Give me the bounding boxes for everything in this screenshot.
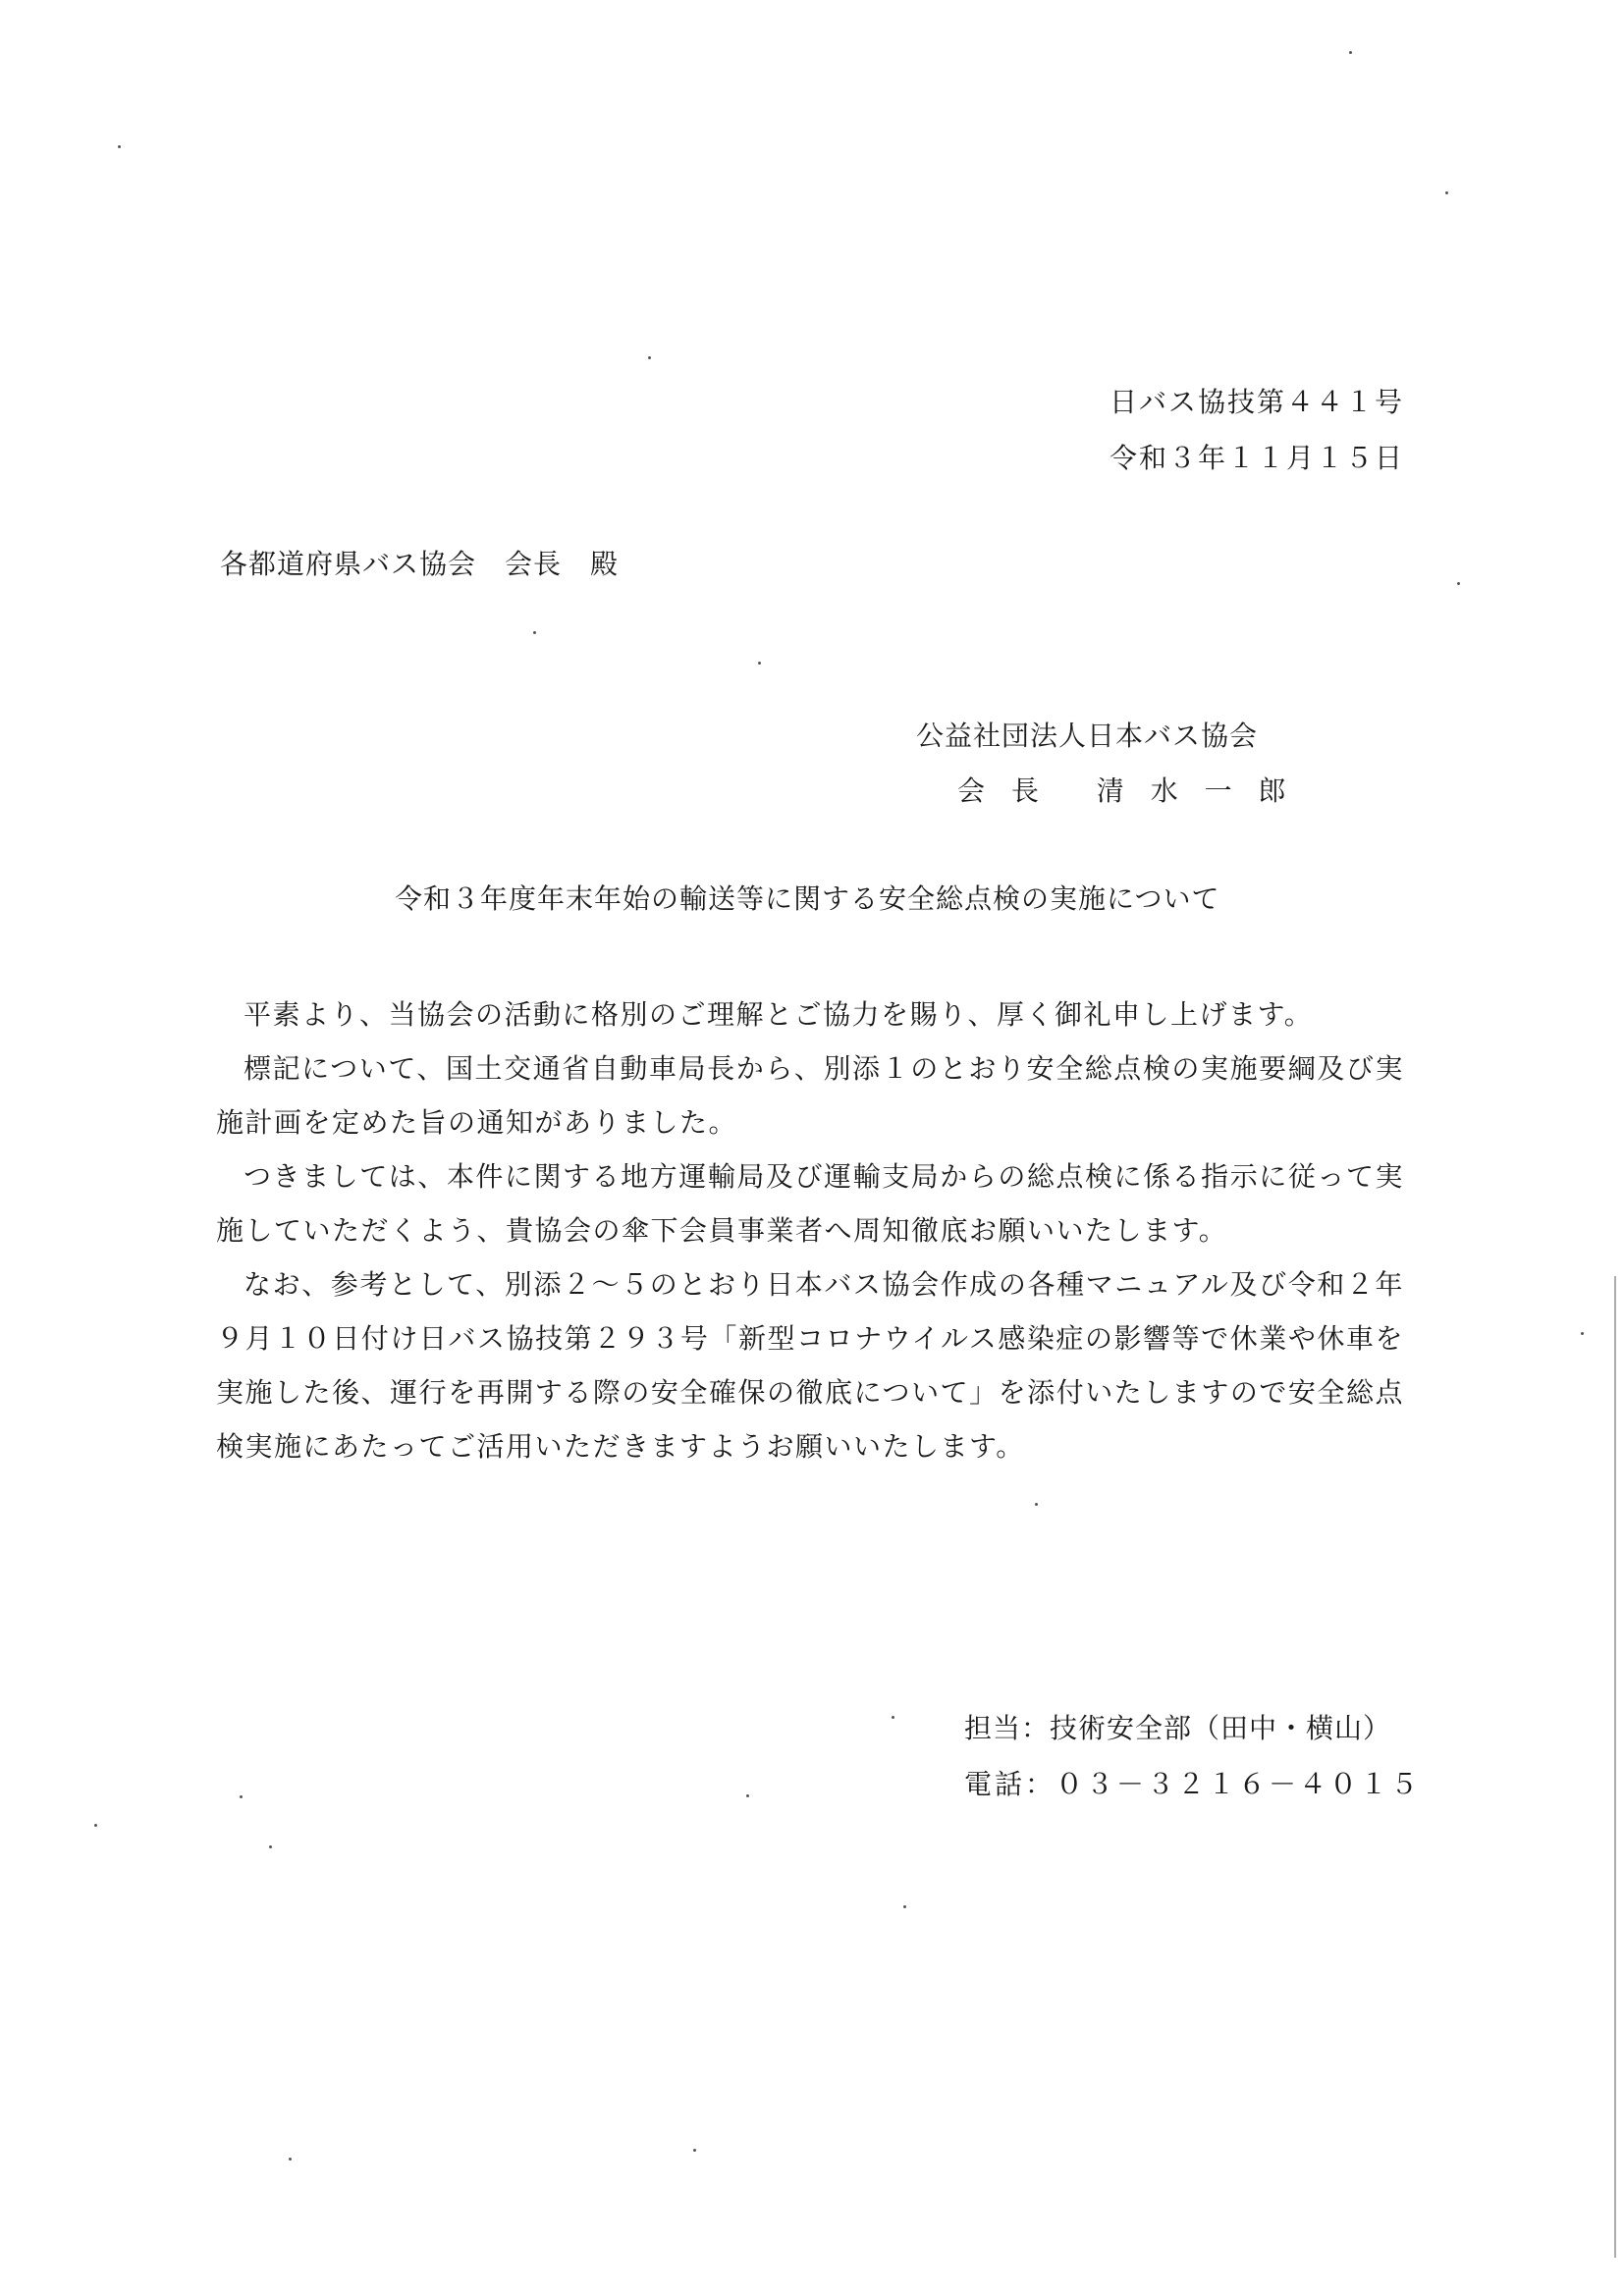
body-paragraph: 平素より、当協会の活動に格別のご理解とご協力を賜り、厚く御礼申し上げます。 — [244, 998, 1314, 1031]
scan-speck — [1035, 1503, 1038, 1506]
scan-speck — [94, 1824, 97, 1827]
document-body — [216, 988, 1404, 1473]
sender-president: 会 長 清 水 一 郎 — [957, 774, 1290, 807]
document-number: 日バス協技第４４１号 — [1109, 386, 1404, 418]
scan-speck — [746, 1794, 749, 1797]
body-paragraph: なお、参考として、別添２～５のとおり日本バス協会作成の各種マニュアル及び令和２年９月１０日付け日バス協技第２９３号「新型コロナウイルス感染症の影響等で休業や休車を実施した後、運行を再開する際の安全確保の徹底について」を添付いたしますので安全総点検実施にあたってご活用いただきますようお願いいたします。 — [216, 1268, 1404, 1463]
scan-speck — [1349, 51, 1352, 54]
document-subject: 令和３年度年末年始の輸送等に関する安全総点検の実施について — [395, 882, 1220, 915]
scan-speck — [118, 145, 121, 148]
sender-organization: 公益社団法人日本バス協会 — [916, 720, 1259, 752]
body-paragraph: 標記について、国土交通省自動車局長から、別添１のとおり安全総点検の実施要綱及び実施計画を定めた旨の通知がありました。 — [216, 1052, 1404, 1139]
contact-phone: 電話：０３－３２１６－４０１５ — [964, 1768, 1422, 1800]
scan-edge-line — [1614, 1276, 1616, 2258]
scan-speck — [758, 662, 761, 665]
recipient: 各都道府県バス協会 会長 殿 — [220, 548, 620, 580]
scan-speck — [1457, 582, 1460, 585]
scan-speck — [648, 356, 651, 359]
scan-speck — [533, 631, 536, 634]
scan-speck — [1581, 1332, 1584, 1335]
scan-speck — [1445, 191, 1448, 194]
scan-speck — [693, 2149, 696, 2152]
body-paragraph: つきましては、本件に関する地方運輸局及び運輸支局からの総点検に係る指示に従って実施していただくよう、貴協会の傘下会員事業者へ周知徹底お願いいたします。 — [216, 1160, 1404, 1247]
scan-speck — [289, 2158, 292, 2161]
document-date: 令和３年１１月１５日 — [1109, 442, 1404, 474]
contact-person: 担当：技術安全部（田中・横山） — [964, 1712, 1392, 1744]
scan-speck — [903, 1905, 906, 1908]
scan-speck — [240, 1795, 243, 1798]
scan-speck — [892, 1716, 894, 1719]
scan-speck — [269, 1845, 272, 1848]
